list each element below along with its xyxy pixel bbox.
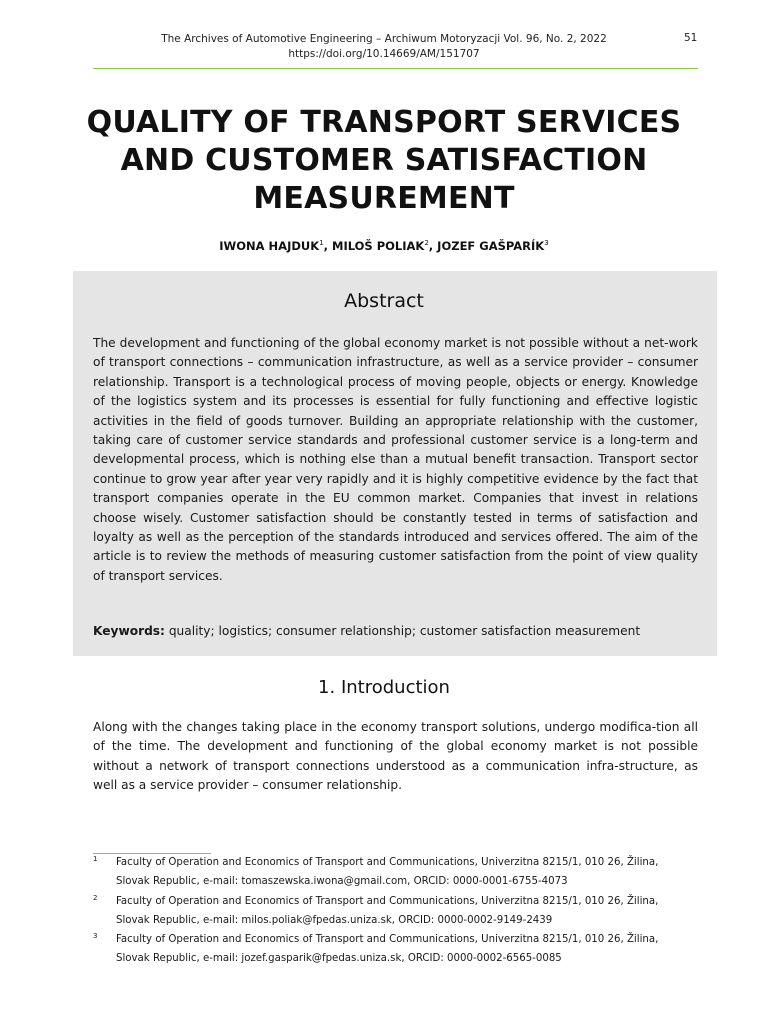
doi-link[interactable]: https://doi.org/10.14669/AM/151707 xyxy=(288,48,480,60)
footnote-1 xyxy=(93,853,698,891)
title-line-2: AND CUSTOMER SATISFACTION xyxy=(120,143,648,178)
footnote-3 xyxy=(93,930,698,968)
footnote-number: 2 xyxy=(93,894,98,902)
title-line-1: QUALITY OF TRANSPORT SERVICES xyxy=(86,105,682,140)
author-affiliation-mark: 3 xyxy=(544,239,549,248)
author-name: JOZEF GAŠPARÍK xyxy=(437,239,545,253)
footnote-number: 3 xyxy=(93,932,98,940)
author-affiliation-mark: 2 xyxy=(424,239,429,248)
paper-title xyxy=(60,104,708,218)
author-name: IWONA HAJDUK xyxy=(219,239,320,253)
author-separator: , xyxy=(323,239,332,253)
keywords-list: quality; logistics; consumer relationship; customer satisfaction measurement xyxy=(168,624,641,638)
section-heading-introduction: 1. Introduction xyxy=(318,677,450,698)
abstract-heading: Abstract xyxy=(344,290,424,312)
author-name: MILOŠ POLIAK xyxy=(332,239,425,253)
keywords-label: Keywords: xyxy=(93,624,165,638)
abstract-body: The development and functioning of the global economy market is not possible without a net-work of transport connections – communication infrastructure, as well as a service provider – consumer relationship. Transport is a technological process of moving people, objects or energy. Knowledge of the logistics system and its processes is essential for fully functioning and effective logistic activities in the field of goods turnover. Building an appropriate relationship with the customer, taking care of customer service standards and professional customer service is a long-term and developmental process, which is nothing else than a mutual benefit transaction. Transport sector continue to grow year after year very rapidly and it is highly competitive evidence by the fact that transport companies operate in the EU common market. Companies that invest in relations choose wisely. Customer satisfaction should be constantly tested in terms of satisfaction and loyalty as well as the perception of the standards introduced and services offered. The aim of the article is to review the methods of measuring customer satisfaction from the point of view quality of transport services. xyxy=(93,336,698,583)
footnote-number: 1 xyxy=(93,855,98,863)
footnote-line: Slovak Republic, e-mail: tomaszewska.iwona@gmail.com, ORCID: 0000-0001-6755-4073 xyxy=(116,876,568,887)
keywords xyxy=(93,622,698,641)
footnote-2 xyxy=(93,892,698,930)
footnote-line: Faculty of Operation and Economics of Transport and Communications, Univerzitna 8215/1, 010 26, Žilina, xyxy=(116,934,659,945)
footnote-line: Slovak Republic, e-mail: milos.poliak@fpedas.uniza.sk, ORCID: 0000-0002-9149-2439 xyxy=(116,915,553,926)
footnote-line: Faculty of Operation and Economics of Transport and Communications, Univerzitna 8215/1, 010 26, Žilina, xyxy=(116,857,659,868)
page-number: 51 xyxy=(684,32,698,44)
footnote-line: Slovak Republic, e-mail: jozef.gasparik@fpedas.uniza.sk, ORCID: 0000-0002-6565-0085 xyxy=(116,953,562,964)
running-header xyxy=(0,32,768,62)
author-separator: , xyxy=(428,239,438,253)
author-affiliation-mark: 1 xyxy=(319,239,324,248)
title-line-3: MEASUREMENT xyxy=(253,181,515,216)
header-rule xyxy=(93,68,698,69)
author-list xyxy=(0,239,768,253)
journal-citation: The Archives of Automotive Engineering – Archiwum Motoryzacji Vol. 96, No. 2, 2022 xyxy=(161,33,607,45)
footnote-line: Faculty of Operation and Economics of Transport and Communications, Univerzitna 8215/1, 010 26, Žilina, xyxy=(116,896,659,907)
introduction-body: Along with the changes taking place in the economy transport solutions, undergo modifica-tion all of the time. The development and functioning of the global economy market is not possible without a network of transport connections understood as a communication infra-structure, as well as a service provider – consumer relationship. xyxy=(93,720,698,793)
